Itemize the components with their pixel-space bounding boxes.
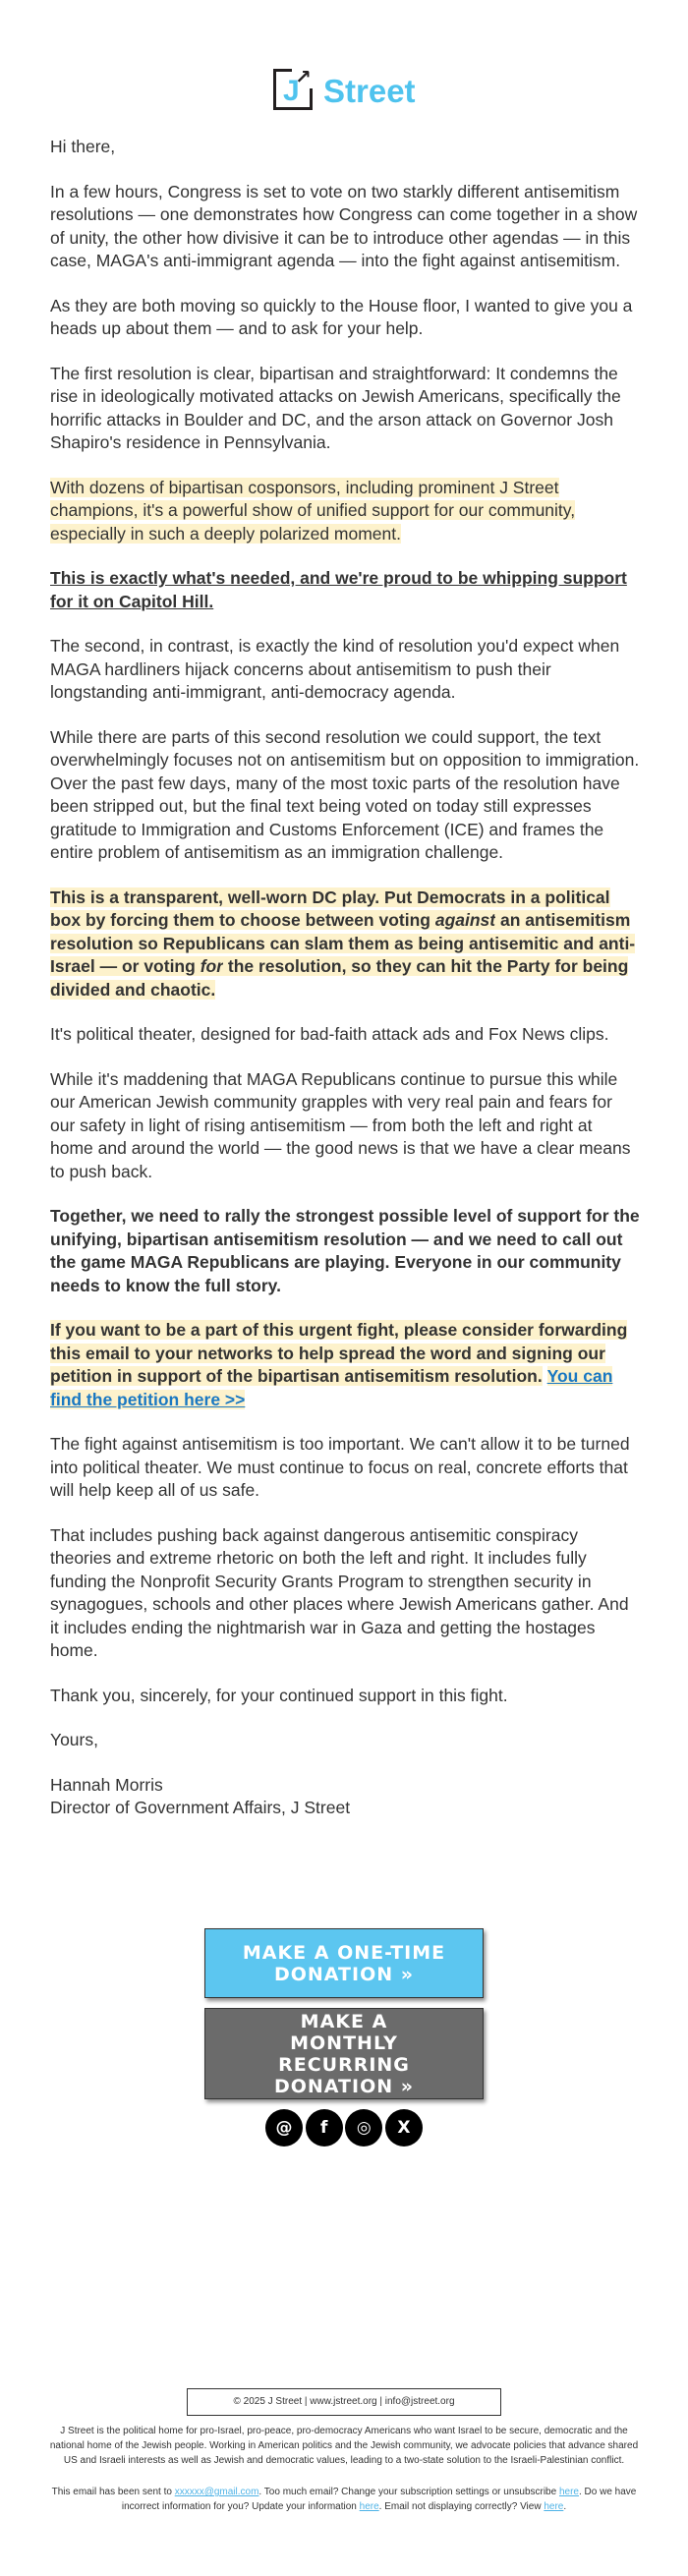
signoff: Yours, <box>50 1730 98 1749</box>
paragraph-10: While it's maddening that MAGA Republicans continue to pursue this while our American Jewish community grapples with very real pain and fears for our safety in light of rising antisemitism — from both the left and right at home and around the world — the good news is that we have a clear means to push back. <box>50 1068 631 1181</box>
highlight-text: With dozens of bipartisan cosponsors, including prominent J Street champions, it's a powerful show of unified support for our community, especially in such a deeply polarized moment. <box>50 477 576 544</box>
paragraph-14: That includes pushing back against dangerous antisemitic conspiracy theories and extreme rhetoric on both the left and right. It includes fully funding the Nonprofit Security Grants Program to strengthen security in synagogues, schools and other places where Jewish Americans gather. And it includes ending the nightmarish war in Gaza and getting the hostages home. <box>50 1524 629 1660</box>
paragraph-15: Thank you, sincerely, for your continued support in this fight. <box>50 1685 508 1705</box>
unsubscribe-link[interactable]: here <box>558 2487 579 2497</box>
paragraph-4 <box>50 477 640 546</box>
logo-j: J <box>283 75 300 107</box>
paragraph-6: The second, in contrast, is exactly the kind of resolution you'd expect when MAGA hardliners hijack concerns about antisemitism to push their longstanding anti-immigrant, anti-democracy agenda. <box>50 636 620 702</box>
paragraph-12 <box>50 1319 640 1411</box>
signature-name: Hannah Morris <box>50 1774 163 1795</box>
threads-icon[interactable]: @ <box>265 2109 303 2147</box>
p8-part-b: against <box>434 910 496 930</box>
update-info-link[interactable]: here <box>359 2501 379 2512</box>
footer-copyright: © 2025 J Street | www.jstreet.org | info@jstreet.org <box>187 2388 501 2416</box>
p8-part-a: This is a transparent, well-worn DC play. Put Democrats in a political box by forcing them to choose between voting <box>50 887 610 930</box>
p8-part-e: the resolution, so they can hit the Party for being divided and chaotic. <box>50 956 629 1000</box>
logo-street: Street <box>323 73 416 109</box>
jstreet-logo[interactable] <box>273 65 421 116</box>
paragraph-9: It's political theater, designed for bad-faith attack ads and Fox News clips. <box>50 1024 609 1044</box>
paragraph-8 <box>50 887 640 1002</box>
email-body <box>50 136 640 1842</box>
view-online-link[interactable]: here <box>544 2501 564 2512</box>
p12-text: If you want to be a part of this urgent fight, please consider forwarding this email to your networks to help spread the word and signing our petition in support of the bipartisan antisemitism resolution. <box>50 1320 628 1386</box>
footer-sent-b: . Too much email? Change your subscription settings or unsubscribe <box>258 2487 559 2497</box>
one-time-donation-label: MAKE A ONE-TIME DONATION » <box>242 1941 446 1985</box>
facebook-icon[interactable]: f <box>306 2109 343 2147</box>
paragraph-13: The fight against antisemitism is too important. We can't allow it to be turned into political theater. We must continue to focus on real, concrete efforts that will help keep all of us safe. <box>50 1434 630 1500</box>
footer-sent-e: . <box>563 2501 567 2512</box>
petition-link[interactable]: You can find the petition here >> <box>50 1366 613 1409</box>
p8-part-d: for <box>200 956 224 976</box>
paragraph-3: The first resolution is clear, bipartisan and straightforward: It condemns the rise in ideologically motivated attacks on Jewish Americans, specifically the horrific attacks in Boulder and DC, and the arson attack on Governor Josh Shapiro's residence in Pennsylvania. <box>50 363 621 452</box>
monthly-donation-label: MAKE A MONTHLY RECURRING DONATION » <box>273 2010 415 2097</box>
paragraph-11: Together, we need to rally the strongest possible level of support for the unifying, bipartisan antisemitism resolution — and we need to call out the game MAGA Republicans are playing. Everyone in our community needs to know the full story. <box>50 1206 640 1295</box>
paragraph-5 <box>50 567 640 613</box>
one-time-donation-button[interactable] <box>204 1928 484 1998</box>
x-icon[interactable]: X <box>385 2109 423 2147</box>
recipient-email-link[interactable]: xxxxxx@gmail.com <box>174 2487 259 2497</box>
paragraph-2: As they are both moving so quickly to the House floor, I wanted to give you a heads up about them — and to ask for your help. <box>50 295 633 338</box>
social-links <box>265 2109 423 2148</box>
paragraph-1: In a few hours, Congress is set to vote on two starkly different antisemitism resolutions — one demonstrates how Congress can come together in a show of unity, the other how divisive it can be to introduce other agendas — in this case, MAGA's anti-immigrant agenda — into the fight against antisemitism. <box>50 181 638 270</box>
footer-sent-c: . Do we have incorrect information for you? Update your information <box>121 2487 637 2512</box>
instagram-icon[interactable]: ◎ <box>345 2109 382 2147</box>
p8-part-c: an antisemitism resolution so Republicans can slam them as being antisemitic and anti-Israel — or voting <box>50 910 636 976</box>
monthly-donation-button[interactable] <box>204 2008 484 2099</box>
greeting: Hi there, <box>50 137 116 156</box>
signature-title: Director of Government Affairs, J Street <box>50 1798 351 1817</box>
logo-arrow-icon: ↗ <box>295 65 312 88</box>
underlined-text: This is exactly what's needed, and we're proud to be whipping support for it on Capitol Hill. <box>50 568 627 611</box>
footer-sent-d: . Email not displaying correctly? View <box>378 2501 545 2512</box>
paragraph-7: While there are parts of this second resolution we could support, the text overwhelmingly focuses not on antisemitism but on opposition to immigration. Over the past few days, many of the most toxic parts of the resolution have been stripped out, but the final text being voted on today still expresses gratitude to Immigration and Customs Enforcement (ICE) and frames the entire problem of antisemitism as an immigration challenge. <box>50 726 640 862</box>
footer-sent-a: This email has been sent to <box>51 2487 175 2497</box>
footer-about: J Street is the political home for pro-Israel, pro-peace, pro-democracy Americans who want Israel to be secure, democratic and the national home of the Jewish people. Working in American politics and the Jewish community, we advocate policies that advance shared US and Israeli interests as well as Jewish and democratic values, leading to a two-state solution to the Israeli-Palestinian conflict. <box>49 2426 639 2466</box>
footer-subscription <box>47 2485 641 2514</box>
